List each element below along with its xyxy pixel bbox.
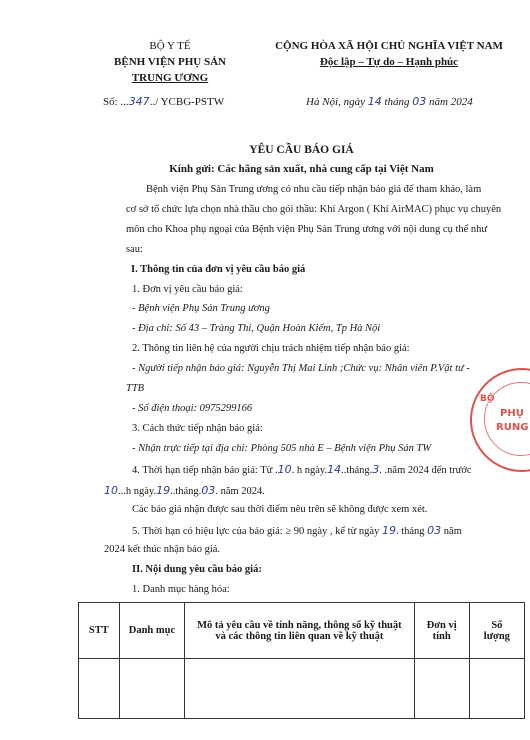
th-quantity [469,603,524,659]
s1-4b-p3: . năm 2024. [215,486,265,497]
hospital-name-line2 [90,72,250,84]
s1-item-1: 1. Đơn vị yêu cầu báo giá: [132,284,243,295]
document-date [306,95,473,108]
s1-item-4 [132,463,530,476]
s1-4-month-start: 3 [372,463,380,476]
s1-5-month: 03 [427,524,442,537]
section-1-heading: I. Thông tin của đơn vị yêu cầu báo giá [131,264,306,275]
s1-5-p3: năm [443,526,462,537]
th-quantity-line1: Số [491,619,503,631]
section-2-heading: II. Nội dung yêu cầu báo giá: [132,564,262,575]
national-motto [258,56,520,68]
s1-item-2b: - Số điện thoại: 0975299166 [132,403,253,414]
td-empty-2 [119,659,185,719]
table-empty-row [79,659,525,719]
national-motto-text: Độc lập – Tự do – Hạnh phúc [319,56,459,68]
doc-no-suffix: ../ YCBG-PSTW [149,96,225,108]
intro-line-4: sau: [126,244,143,255]
th-unit-line1: Đơn vị [426,619,457,631]
date-month-label: tháng [384,96,410,108]
th-stt: STT [79,603,120,659]
s1-4-day-end: 19 [156,484,171,497]
s1-item-3a: - Nhận trực tiếp tại địa chỉ: Phòng 505 nhà E – Bệnh viện Phụ Sản TW [132,443,432,454]
goods-table [78,602,525,719]
intro-line-1 [126,184,524,195]
recipient-line: Kính gửi: Các hãng sản xuất, nhà cung cấp tại Việt Nam [169,163,434,175]
s1-item-4-note: Các báo giá nhận được sau thời điểm nêu trên sẽ không được xem xét. [132,504,428,515]
date-month-handwritten: 03 [412,95,427,108]
s1-4-hour-end: 10 [104,484,118,497]
document-number [103,95,224,108]
s1-4-month-end: 03 [201,484,216,497]
s1-4b-p1: ...h ngày. [118,486,157,497]
stamp-text-1: BỘ [480,394,495,404]
s1-item-5-cont: 2024 kết thúc nhận báo giá. [104,544,221,555]
s1-item-1a: - Bệnh viện Phụ Sản Trung ương [132,303,270,314]
stamp-text-2: PHỤ [500,408,524,419]
intro-line-1-text: Bệnh viện Phụ Sản Trung ương có nhu cầu tiếp nhận báo giá để tham khảo, làm [146,184,482,195]
ministry-name: BỘ Y TẾ [149,40,191,52]
s1-item-2: 2. Thông tin liên hệ của người chịu trách nhiệm tiếp nhận báo giá: [132,343,410,354]
th-unit [414,603,469,659]
intro-line-3: môn cho Khoa phụ ngoại của Bệnh viện Phụ Sản Trung ương với nội dung cụ thể như [126,224,488,235]
td-empty-4 [414,659,469,719]
th-description-line1: Mô tả yêu cầu về tính năng, thông số kỹ thuật [197,619,402,631]
s1-4b-p2: ..tháng. [170,486,202,497]
s1-4-p3: ..tháng. [341,465,373,476]
intro-line-2: cơ sở tổ chức lựa chọn nhà thầu cho gói thầu: Khí Argon ( Khí AirMAC) phục vụ chuyên [126,204,502,215]
date-prefix: Hà Nội, ngày [306,96,365,108]
hospital-name-line2-text: TRUNG ƯƠNG [131,72,209,84]
s1-4-p2: . h ngày. [291,465,328,476]
s1-item-1b: - Địa chỉ: Số 43 – Tràng Thi, Quận Hoàn Kiếm, Tp Hà Nội [132,323,381,334]
td-empty-1 [79,659,120,719]
s1-5-p2: . tháng [395,526,425,537]
country-name: CỘNG HÒA XÃ HỘI CHỦ NGHĨA VIỆT NAM [275,40,503,52]
s1-4-day-start: 14 [327,463,342,476]
s1-item-4-cont [104,484,502,497]
s1-item-5 [132,524,530,537]
s2-item-1: 1. Danh mục hàng hóa: [132,584,230,595]
s1-5-p1: 5. Thời hạn có hiệu lực của báo giá: ≥ 90 ngày , kể từ ngày [132,526,380,537]
s1-item-3: 3. Cách thức tiếp nhận báo giá: [132,423,263,434]
th-quantity-line2: lượng [483,630,510,642]
date-day-handwritten: 14 [367,95,382,108]
th-item: Danh mục [119,603,185,659]
s1-4-hour-start: 10 [277,463,292,476]
doc-no-handwritten: 347 [128,95,150,108]
s1-4-p1: 4. Thời hạn tiếp nhận báo giá: Từ . [132,465,278,476]
s1-4-p4: . .năm 2024 đến trước [379,465,472,476]
hospital-name-line1: BỆNH VIỆN PHỤ SẢN [114,56,226,68]
date-year: năm 2024 [429,96,473,108]
th-description [185,603,414,659]
th-description-line2: và các thông tin liên quan về kỹ thuật [215,630,384,642]
td-empty-5 [469,659,524,719]
document-title: YÊU CẦU BÁO GIÁ [249,144,354,156]
doc-no-prefix: Số: ... [103,96,129,108]
s1-item-2a: - Người tiếp nhận báo giá: Nguyễn Thị Mai Linh ;Chức vụ: Nhân viên P.Vật tư - [132,363,470,374]
td-empty-3 [185,659,414,719]
th-unit-line2: tính [432,630,451,642]
s1-item-2a-cont: TTB [126,383,145,394]
table-header-row [79,603,525,659]
s1-5-day: 19 [381,524,396,537]
stamp-text-3: RUNG [496,422,529,433]
